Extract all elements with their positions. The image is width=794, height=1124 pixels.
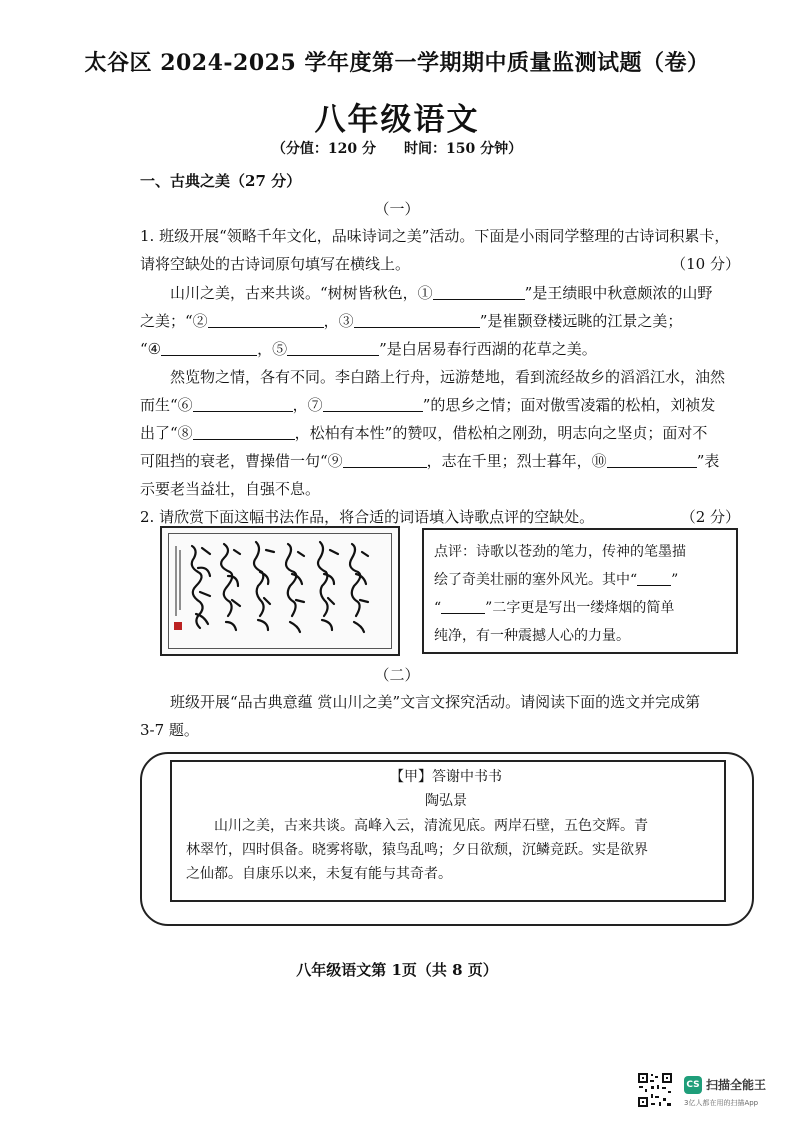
review-blank-1[interactable]: [637, 569, 671, 586]
part-one-label: （一）: [374, 200, 420, 218]
q1-instruction-line2: 请将空缺处的古诗词原句填写在横线上。 （10 分）: [140, 250, 740, 278]
q2-instruction: 2. 请欣赏下面这幅书法作品，将合适的词语填入诗歌点评的空缺处。 （2 分）: [140, 503, 740, 531]
passage-title: 【甲】答谢中书书: [390, 769, 502, 785]
exam-subject: 八年级语文: [314, 102, 480, 138]
section-heading: 一、古典之美（27 分）: [140, 172, 302, 190]
q1-para-line1: 山川之美，古来共谈。“树树皆秋色，① ”是王绩眼中秋意颇浓的山野: [170, 284, 713, 302]
blank-10[interactable]: [607, 451, 697, 468]
q1-score: （10 分）: [671, 255, 740, 273]
poem-review-box: 点评：诗歌以苍劲的笔力，传神的笔墨描 绘了奇美壮丽的塞外风光。其中“ ” “ ”二字更是写出一缕烽烟的简单 纯净，有一种震撼人心的力量。: [422, 528, 738, 654]
blank-8[interactable]: [193, 423, 295, 440]
passage-text: 山川之美，古来共谈。高峰入云，清流见底。两岸石壁，五色交辉。青 林翠竹，四时俱备。晓雾将歇，猿鸟乱鸣；夕日欲颓，沉鳞竞跃。实是欲界 之仙都。自康乐以来，未复有能与其奇者。: [186, 818, 648, 882]
calligraphy-strokes-icon: [162, 528, 398, 654]
q1-para-line6: 出了“⑧ ，松柏有本性”的赞叹，借松柏之刚劲，明志向之坚贞；面对不: [140, 424, 708, 442]
exam-title: 太谷区 2024-2025 学年度第一学期期中质量监测试题（卷）: [84, 50, 710, 76]
q1-para-line3: “④ ，⑤ ”是白居易春行西湖的花草之美。: [140, 340, 597, 358]
scanner-app-name: 扫描全能王: [706, 1078, 767, 1092]
seal-icon: [174, 622, 182, 630]
blank-6[interactable]: [193, 395, 293, 412]
activity-intro-line2: 3-7 题。: [140, 721, 199, 739]
page-footer: 八年级语文第 1页（共 8 页）: [296, 961, 498, 979]
q1-para-line5: 而生“⑥ ，⑦ ”的思乡之情；面对傲雪凌霜的松柏，刘祯发: [140, 396, 716, 414]
qr-code-icon: [637, 1072, 673, 1108]
blank-5[interactable]: [287, 339, 379, 356]
q1-para-line2: 之美；“② ，③ ”是崔颢登楼远眺的江景之美；: [140, 312, 683, 330]
q1-para-line8: 示要老当益壮，自强不息。: [140, 480, 321, 498]
review-blank-2[interactable]: [441, 597, 485, 614]
calligraphy-image: [160, 526, 400, 656]
q1-para-line4: 然览物之情，各有不同。李白踏上行舟，远游楚地，看到流经故乡的滔滔江水，油然: [170, 368, 726, 386]
blank-2[interactable]: [208, 311, 324, 328]
q1-para-line7: 可阻挡的衰老，曹操借一句“⑨ ，志在千里；烈士暮年，⑩ ”表: [140, 452, 720, 470]
blank-7[interactable]: [323, 395, 423, 412]
passage-author: 陶弘景: [425, 793, 467, 809]
q2-score: （2 分）: [680, 508, 740, 526]
blank-1[interactable]: [433, 283, 525, 300]
cs-logo-icon: CS: [684, 1076, 702, 1094]
activity-intro-line1: 班级开展“品古典意蕴 赏山川之美”文言文探究活动。请阅读下面的选文并完成第: [170, 693, 701, 711]
blank-3[interactable]: [354, 311, 480, 328]
blank-9[interactable]: [343, 451, 427, 468]
exam-meta: （分值：120 分 时间：150 分钟）: [271, 141, 523, 157]
blank-4[interactable]: [161, 339, 257, 356]
part-two-label: （二）: [374, 666, 420, 684]
q1-instruction: 1. 班级开展“领略千年文化，品味诗词之美”活动。下面是小雨同学整理的古诗词积累卡，: [140, 227, 730, 245]
scanner-app-tagline: 3亿人都在用的扫描App: [684, 1099, 759, 1107]
